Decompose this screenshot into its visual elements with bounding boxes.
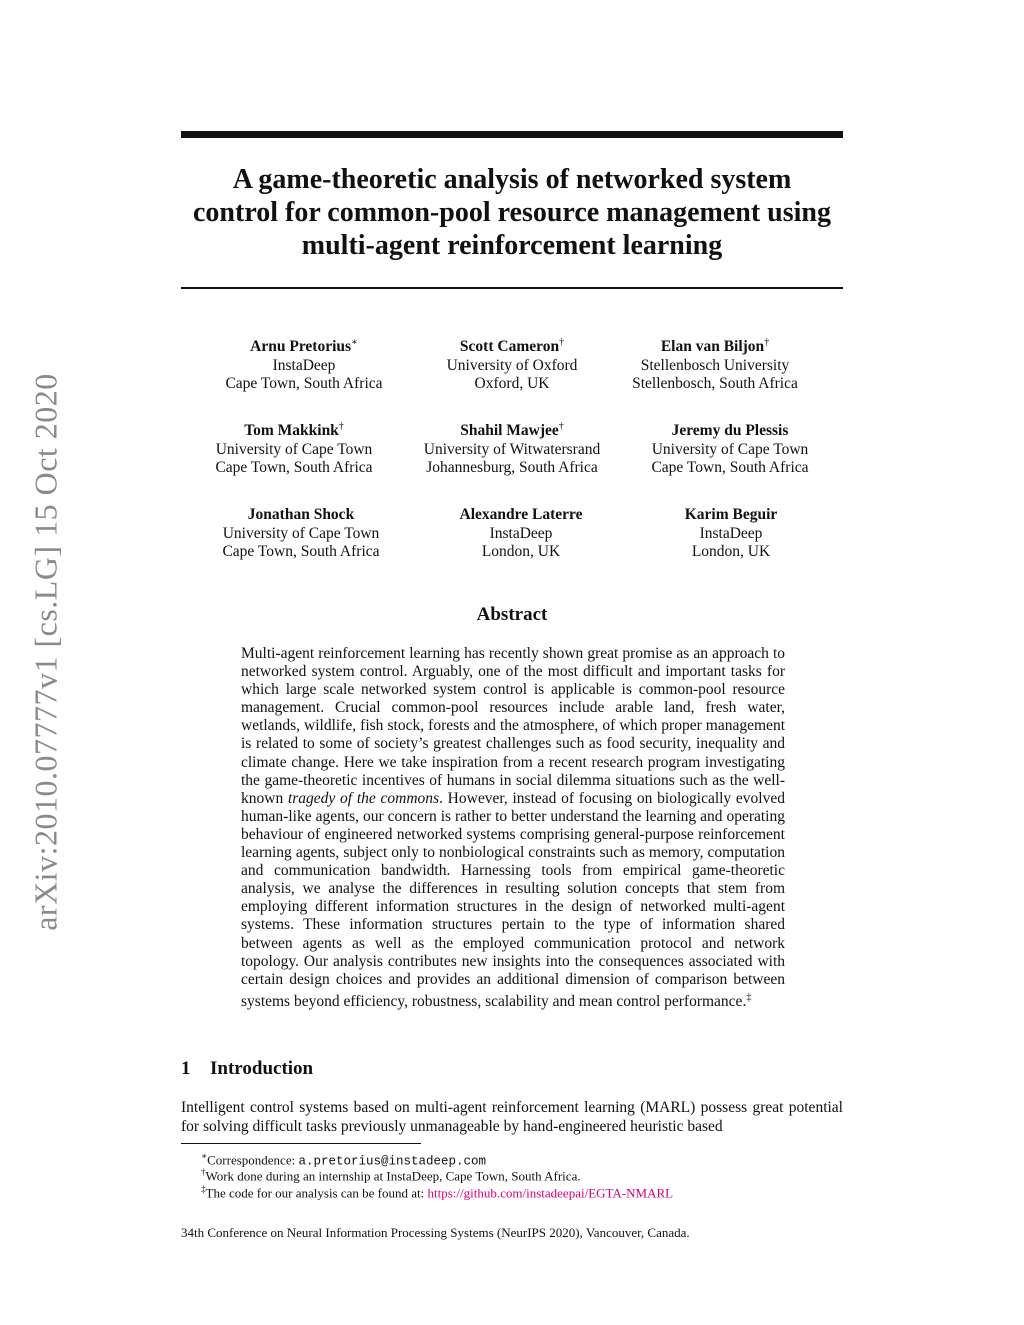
author-location: Stellenbosch, South Africa xyxy=(632,375,798,393)
venue-note: 34th Conference on Neural Information Processing Systems (NeurIPS 2020), Vancouver, Canada. xyxy=(181,1225,690,1240)
author-name: Shahil Mawjee† xyxy=(460,421,564,440)
title-line: multi-agent reinforcement learning xyxy=(301,230,723,261)
author-location: London, UK xyxy=(481,543,561,561)
footnote-divider xyxy=(181,1143,421,1144)
footnote-correspondence: ∗Correspondence: a.pretorius@instadeep.com xyxy=(201,1151,486,1169)
abstract-text: Multi-agent reinforcement learning has recently shown great promise as an approach to networked system control. Arguably, one of the most difficult and important tasks for which large scale networked system control is applicable is common-pool resource management. Crucial common-pool resources include arable land, fresh water, wetlands, wildlife, fish stock, forests and the atmosphere, of which proper management is related to some of society’s greatest challenges such as food security, inequality and climate change. Here we take inspiration from a recent research program investigating the game-theoretic incentives of humans in social dilemma situations such as the well-known tragedy of the commons. However, instead of focusing on biologically evolved human-like agents, our concern is rather to better understand the learning and operating behaviour of engineered networked systems comprising general-purpose reinforcement learning agents, subject only to nonbiological constraints such as memory, computation and communication bandwidth. Harnessing tools from empirical game-theoretic analysis, we analyse the differences in resulting solution concepts that stem from employing different information structures in the design of networked multi-agent systems. These information structures pertain to the type of information shared between agents as well as the employed communication protocol and network topology. Our analysis contributes new insights into the consequences associated with certain design choices and provides an additional dimension of comparison between systems beyond efficiency, robustness, scalability and mean control performance.‡ xyxy=(241,645,785,1010)
author-affiliation: University of Cape Town xyxy=(215,440,373,458)
author-affiliation: University of Cape Town xyxy=(651,440,809,458)
author-location: Cape Town, South Africa xyxy=(225,375,383,393)
author-block xyxy=(611,502,851,562)
author-location: Oxford, UK xyxy=(474,375,550,393)
title-top-rule xyxy=(181,131,843,138)
abstract-emphasis: tragedy of the commons xyxy=(287,789,440,807)
author-affiliation: InstaDeep xyxy=(699,524,763,542)
author-block xyxy=(184,334,424,394)
correspondence-email: a.pretorius@instadeep.com xyxy=(298,1154,486,1169)
section-heading-introduction: 1 Introduction xyxy=(181,1058,314,1079)
author-name: Scott Cameron† xyxy=(459,337,565,356)
author-name: Alexandre Laterre xyxy=(459,506,583,524)
author-block xyxy=(610,418,850,478)
author-location: London, UK xyxy=(691,543,771,561)
author-block xyxy=(401,502,641,562)
author-affiliation: InstaDeep xyxy=(489,524,553,542)
title-bottom-rule xyxy=(181,287,843,289)
footnote-code: ‡The code for our analysis can be found at: https://github.com/instadeepai/EGTA-NMARL xyxy=(201,1184,674,1201)
author-affiliation: InstaDeep xyxy=(272,356,336,374)
footnote-marker: ‡ xyxy=(746,991,752,1003)
footnote-internship: †Work done during an internship at InstaDeep, Cape Town, South Africa. xyxy=(201,1167,581,1184)
author-name: Arnu Pretorius∗ xyxy=(250,337,358,356)
author-block xyxy=(595,334,835,394)
author-name: Jeremy du Plessis xyxy=(671,422,789,440)
author-name: Elan van Biljon† xyxy=(660,337,770,356)
author-block xyxy=(392,418,632,478)
author-affiliation: University of Oxford xyxy=(446,356,578,374)
arxiv-identifier: arXiv:2010.07777v1 [cs.LG] 15 Oct 2020 xyxy=(27,373,64,931)
author-location: Cape Town, South Africa xyxy=(215,459,373,477)
paper-title xyxy=(181,163,843,262)
author-affiliation: Stellenbosch University xyxy=(640,356,790,374)
author-block xyxy=(181,502,421,562)
author-block xyxy=(174,418,414,478)
author-name: Tom Makkink† xyxy=(244,421,344,440)
author-name: Karim Beguir xyxy=(684,506,778,524)
author-location: Cape Town, South Africa xyxy=(651,459,809,477)
author-location: Cape Town, South Africa xyxy=(222,543,380,561)
title-line: control for common-pool resource management using xyxy=(193,197,831,228)
title-line: A game-theoretic analysis of networked system xyxy=(232,164,792,195)
introduction-text: Intelligent control systems based on multi-agent reinforcement learning (MARL) possess great potential for solving difficult tasks previously unmanageable by hand-engineered heuristic based xyxy=(181,1099,843,1135)
code-repository-link[interactable]: https://github.com/instadeepai/EGTA-NMARL xyxy=(427,1185,674,1201)
author-location: Johannesburg, South Africa xyxy=(426,459,598,477)
abstract-heading: Abstract xyxy=(476,604,548,625)
author-affiliation: University of Witwatersrand xyxy=(423,440,601,458)
author-affiliation: University of Cape Town xyxy=(222,524,380,542)
author-name: Jonathan Shock xyxy=(247,506,355,524)
